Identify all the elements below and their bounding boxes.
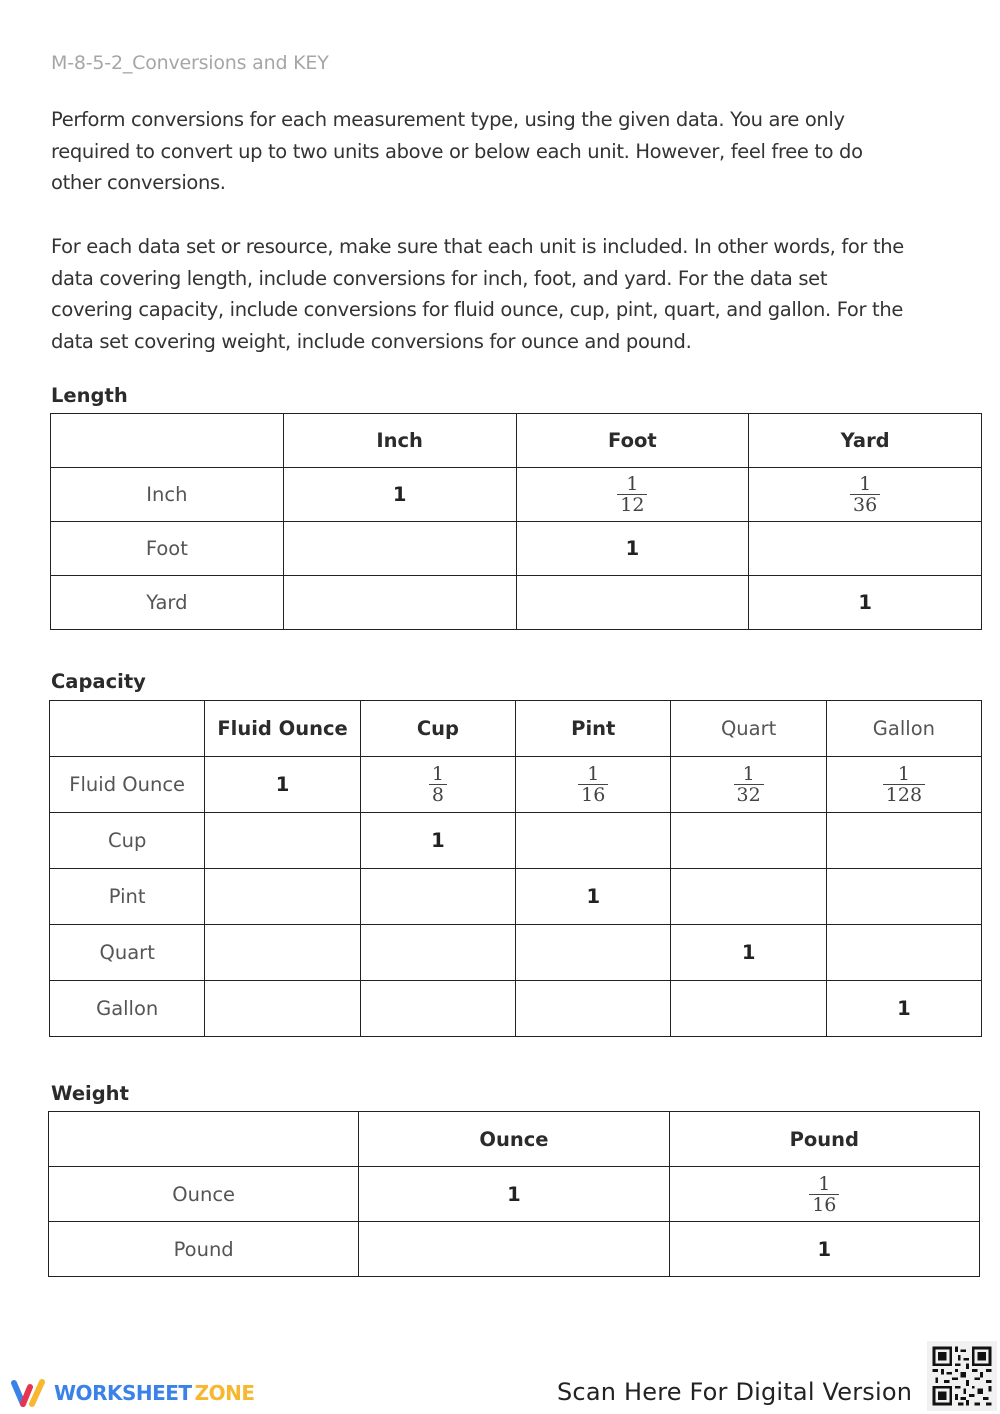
numerator: 1 [818, 1172, 831, 1195]
answer-cell[interactable] [205, 813, 360, 869]
fraction [429, 764, 447, 805]
answer-cell[interactable] [360, 925, 515, 981]
text-line: covering capacity, include conversions for fluid ounce, cup, pint, quart, and gallon. For the [51, 298, 903, 322]
numerator: 1 [742, 763, 755, 785]
numerator: 1 [626, 473, 639, 495]
weight-table [48, 1111, 980, 1277]
fraction [578, 764, 608, 805]
header-cell: Pint [516, 701, 671, 757]
worksheet-zone-logo[interactable] [10, 1376, 254, 1410]
answer-cell[interactable] [516, 757, 671, 813]
text-line: other conversions. [51, 171, 226, 195]
denominator: 128 [883, 784, 925, 805]
header-cell: Foot [516, 414, 749, 468]
row-label: Pint [50, 869, 205, 925]
answer-cell[interactable]: 1 [826, 981, 981, 1037]
answer-cell[interactable]: 1 [671, 925, 826, 981]
header-cell: Cup [360, 701, 515, 757]
answer-cell[interactable] [205, 869, 360, 925]
denominator: 16 [578, 784, 608, 805]
answer-cell[interactable] [826, 757, 981, 813]
fraction [617, 474, 647, 515]
answer-cell[interactable]: 1 [516, 869, 671, 925]
numerator: 1 [897, 763, 910, 785]
capacity-section-label: Capacity [51, 670, 146, 693]
table-row [49, 1222, 980, 1277]
length-table [50, 413, 982, 630]
answer-cell[interactable]: 1 [749, 576, 982, 630]
header-cell: Ounce [359, 1112, 669, 1167]
row-label: Cup [50, 813, 205, 869]
row-label: Yard [51, 576, 284, 630]
table-row [51, 522, 982, 576]
table-header-row [51, 414, 982, 468]
capacity-table [49, 700, 982, 1037]
answer-cell[interactable] [826, 925, 981, 981]
table-row [50, 869, 982, 925]
document-title: M-8-5-2_Conversions and KEY [51, 52, 329, 74]
fraction [809, 1174, 839, 1215]
worksheet-zone-logo-icon [10, 1377, 50, 1409]
instructions-paragraph-1 [51, 104, 981, 199]
instructions-paragraph-2 [51, 231, 981, 358]
table-row [50, 757, 982, 813]
header-cell-empty [51, 414, 284, 468]
answer-cell[interactable] [360, 981, 515, 1037]
fraction [734, 764, 764, 805]
answer-cell[interactable]: 1 [283, 468, 516, 522]
table-row [50, 813, 982, 869]
denominator: 8 [429, 784, 447, 805]
qr-code-icon[interactable] [927, 1341, 997, 1411]
header-cell: Yard [749, 414, 982, 468]
weight-section-label: Weight [51, 1082, 129, 1105]
numerator: 1 [431, 763, 444, 785]
row-label: Pound [49, 1222, 359, 1277]
table-header-row [50, 701, 982, 757]
denominator: 36 [850, 494, 880, 515]
answer-cell[interactable] [669, 1167, 979, 1222]
answer-cell[interactable] [749, 522, 982, 576]
table-row [50, 981, 982, 1037]
answer-cell[interactable] [516, 981, 671, 1037]
answer-cell[interactable] [516, 813, 671, 869]
table-row [49, 1167, 980, 1222]
text-line: required to convert up to two units above or below each unit. However, feel free to do [51, 139, 863, 163]
header-cell: Gallon [826, 701, 981, 757]
answer-cell[interactable]: 1 [669, 1222, 979, 1277]
row-label: Inch [51, 468, 284, 522]
row-label: Gallon [50, 981, 205, 1037]
answer-cell[interactable] [826, 813, 981, 869]
logo-text-worksheet: WORKSHEET [54, 1381, 192, 1405]
answer-cell[interactable] [205, 925, 360, 981]
fraction [850, 474, 880, 515]
logo-wordmark [54, 1381, 254, 1405]
header-cell: Fluid Ounce [205, 701, 360, 757]
answer-cell[interactable] [205, 981, 360, 1037]
answer-cell[interactable] [671, 757, 826, 813]
denominator: 16 [809, 1194, 839, 1215]
answer-cell[interactable] [360, 869, 515, 925]
text-line: data set covering weight, include conversions for ounce and pound. [51, 330, 692, 354]
denominator: 32 [734, 784, 764, 805]
header-cell-empty [49, 1112, 359, 1167]
header-cell-empty [50, 701, 205, 757]
text-line: Perform conversions for each measurement type, using the given data. You are only [51, 108, 845, 131]
length-section-label: Length [51, 384, 128, 407]
row-label: Foot [51, 522, 284, 576]
header-cell: Quart [671, 701, 826, 757]
text-line: For each data set or resource, make sure that each unit is included. In other words, for the [51, 235, 904, 258]
answer-cell[interactable] [516, 576, 749, 630]
table-row [50, 925, 982, 981]
numerator: 1 [859, 473, 872, 495]
answer-cell[interactable] [360, 757, 515, 813]
answer-cell[interactable] [283, 576, 516, 630]
fraction [883, 764, 925, 805]
answer-cell[interactable] [671, 869, 826, 925]
answer-cell[interactable] [749, 468, 982, 522]
scan-instruction: Scan Here For Digital Version [557, 1378, 913, 1406]
answer-cell[interactable] [516, 925, 671, 981]
answer-cell[interactable] [826, 869, 981, 925]
header-cell: Inch [283, 414, 516, 468]
answer-cell[interactable]: 1 [205, 757, 360, 813]
row-label: Ounce [49, 1167, 359, 1222]
logo-text-zone: ZONE [194, 1381, 255, 1405]
row-label: Quart [50, 925, 205, 981]
table-header-row [49, 1112, 980, 1167]
answer-cell[interactable] [359, 1222, 669, 1277]
denominator: 12 [617, 494, 647, 515]
header-cell: Pound [669, 1112, 979, 1167]
answer-cell[interactable] [283, 522, 516, 576]
answer-cell[interactable]: 1 [516, 522, 749, 576]
answer-cell[interactable]: 1 [360, 813, 515, 869]
numerator: 1 [587, 763, 600, 785]
text-line: data covering length, include conversions for inch, foot, and yard. For the data set [51, 266, 828, 290]
table-row [51, 576, 982, 630]
answer-cell[interactable] [671, 813, 826, 869]
answer-cell[interactable] [516, 468, 749, 522]
answer-cell[interactable] [671, 981, 826, 1037]
table-row [51, 468, 982, 522]
answer-cell[interactable]: 1 [359, 1167, 669, 1222]
row-label: Fluid Ounce [50, 757, 205, 813]
